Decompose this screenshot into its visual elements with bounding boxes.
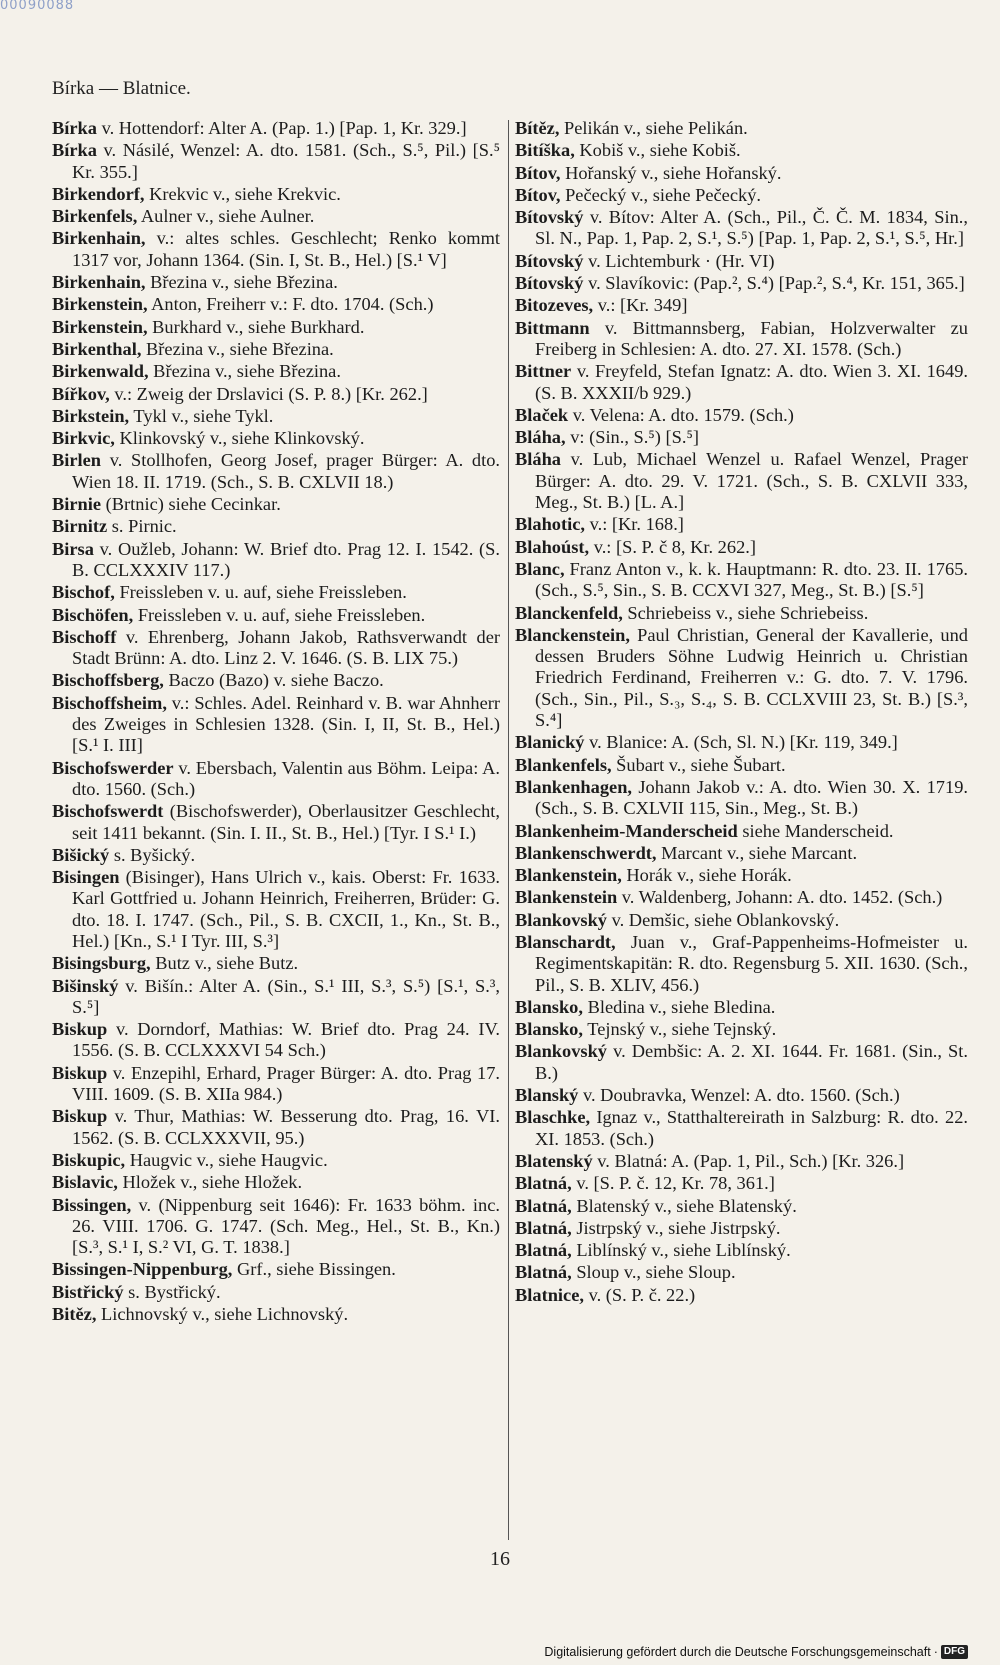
footer-credit: Digitalisierung gefördert durch die Deutsche Forschungsgemeinschaft · DFG [544,1645,968,1659]
dictionary-entry [52,428,500,449]
entry-lemma: Birkenhain, [52,228,146,249]
entry-text: v. Demšic, siehe Oblankovský. [607,909,840,930]
entry-lemma: Bischofswerder [52,757,174,778]
dictionary-entry [515,755,968,776]
dictionary-entry [515,777,968,820]
entry-lemma: Birkenthal, [52,338,142,359]
entry-lemma: Bisingsburg, [52,953,151,974]
right-column [515,118,968,1307]
dictionary-entry [515,910,968,931]
entry-lemma: Birkenwald, [52,361,149,382]
entry-lemma: Bischofswerdt [52,801,164,822]
dictionary-entry [52,1172,500,1193]
entry-lemma: Bířkov, [52,383,110,404]
entry-lemma: Blanschardt, [515,931,616,952]
dictionary-entry [515,887,968,908]
dictionary-entry [515,1240,968,1261]
entry-text: Kobiš v., siehe Kobiš. [574,140,741,161]
entry-lemma: Blahoúst, [515,536,590,557]
entry-text: v. (S. P. č. 22.) [583,1284,696,1305]
entry-text: v.: [S. P. č 8, Kr. 262.] [589,536,756,557]
entry-text: v. Velena: A. dto. 1579. (Sch.) [568,404,794,425]
entry-text: siehe Manderscheid. [737,820,894,841]
entry-text: Liblínský v., siehe Liblínský. [571,1240,791,1261]
entry-text: (Brtnic) siehe Cecinkar. [101,494,281,515]
entry-text: Březina v., siehe Březina. [145,272,338,293]
dictionary-entry [515,1218,968,1239]
entry-lemma: Blansko, [515,996,583,1017]
entry-text: Marcant v., siehe Marcant. [656,842,858,863]
dictionary-entry [515,1041,968,1084]
entry-text: Pečecký v., siehe Pečecký. [560,184,761,205]
entry-text: Freissleben v. u. auf, siehe Freissleben. [114,582,407,603]
entry-text: Butz v., siehe Butz. [150,953,299,974]
dictionary-entry [52,361,500,382]
entry-text: Hložek v., siehe Hložek. [117,1172,303,1193]
entry-text: v.: altes schles. Geschlecht; Renko kommt 1317 vor, Johann 1364. (Sin. I, St. B., Hel.) [S.¹ V] [72,228,500,270]
entry-lemma: Birnie [52,494,102,515]
dictionary-entry [52,1259,500,1280]
entry-text: v. Lichtemburk · (Hr. VI) [583,250,775,271]
entry-text: Franz Anton v., k. k. Hauptmann: R. dto. 23. II. 1765. (Sch., S.⁵, Sin., S. B. CCXVI 327, Meg., St. B.) [S.⁵] [535,558,968,601]
entry-lemma: Blankovský [515,909,607,930]
dictionary-entry [515,1262,968,1283]
entry-lemma: Blatná, [515,1195,572,1216]
entry-lemma: Blaschke, [515,1107,591,1128]
entry-text: Freissleben v. u. auf, siehe Freissleben. [133,604,426,625]
dictionary-entry [52,294,500,315]
dictionary-entry [52,758,500,801]
entry-lemma: Biskupic, [52,1149,126,1170]
entry-lemma: Blatná, [515,1173,572,1194]
entry-lemma: Blanický [515,732,585,753]
entry-lemma: Bišinský [52,975,119,996]
dictionary-entry [515,449,968,513]
dictionary-entry [515,1107,968,1150]
dictionary-entry [52,339,500,360]
dictionary-entry [52,693,500,757]
entry-text: v.: Zweig der Drslavici (S. P. 8.) [Kr. 262.] [109,383,428,404]
entry-lemma: Blatná, [515,1240,572,1261]
dictionary-entry [52,140,500,183]
entry-text: v. Slavíkovic: (Pap.², S.⁴) [Pap.², S.⁴, Kr. 151, 365.] [583,273,965,294]
dictionary-entry [52,539,500,582]
entry-text: v. Bišín.: Alter A. (Sin., S.¹ III, S.³, S.⁵) [S.¹, S.³, S.⁵] [72,975,500,1017]
entry-lemma: Bislavic, [52,1172,118,1193]
entry-text: v. Thur, Mathias: W. Besserung dto. Prag, 16. VI. 1562. (S. B. CCLXXXVII, 95.) [72,1106,500,1148]
entry-lemma: Blanckenstein, [515,624,630,645]
entry-text: Juan v., Graf-Pappenheims-Hofmeister u. Regimentskapitän: R. dto. Regensburg 5. XII. 1630. (Sch., Pil., S. B. XLIV, 456.) [535,931,968,995]
dictionary-entry [52,845,500,866]
entry-text: v. Dembšic: A. 2. XI. 1644. Fr. 1681. (Sin., St. B.) [535,1041,968,1083]
entry-text: v. Stollhofen, Georg Josef, prager Bürger: A. dto. Wien 18. II. 1719. (Sch., S. B. CXLVII 18.) [72,450,500,492]
entry-text: s. Byšický. [109,844,196,865]
entry-text: Blatenský v., siehe Blatenský. [571,1195,797,1216]
entry-lemma: Biskup [52,1106,108,1127]
entry-text: Klinkovský v., siehe Klinkovský. [114,428,365,449]
dictionary-entry [52,801,500,844]
entry-lemma: Blankenhagen, [515,776,633,797]
entry-lemma: Bitíška, [515,140,575,161]
entry-lemma: Bischof, [52,582,115,603]
dfg-logo: DFG [941,1645,968,1659]
entry-text: Tykl v., siehe Tykl. [129,405,274,426]
dictionary-entry [52,582,500,603]
dictionary-entry [515,405,968,426]
entry-text: Hořanský v., siehe Hořanský. [560,162,782,183]
entry-text: v.: [Kr. 349] [593,295,688,316]
entry-lemma: Blankenstein [515,887,618,908]
dictionary-entry [52,494,500,515]
entry-text: v. Blatná: A. (Pap. 1, Pil., Sch.) [Kr. 326.] [592,1150,905,1171]
entry-text: Aulner v., siehe Aulner. [137,206,315,227]
entry-text: v.: [Kr. 168.] [585,514,684,535]
entry-lemma: Biskup [52,1062,108,1083]
entry-lemma: Blankenfels, [515,754,612,775]
entry-text: Jistrpský v., siehe Jistrpský. [571,1217,781,1238]
entry-lemma: Blankenschwerdt, [515,842,657,863]
dictionary-entry [515,427,968,448]
entry-lemma: Bischoffsheim, [52,692,167,713]
entry-text: v. Bítov: Alter A. (Sch., Pil., Č. Č. M. 1834, Sin., Sl. N., Pap. 1, Pap. 2, S.¹, S.⁵) [Pap. 1, Pap. 2, S.¹, S.⁵, Hr.] [535,207,968,249]
entry-text: v. Lub, Michael Wenzel u. Rafael Wenzel, Prager Bürger: A. dto. 29. V. 1721. (Sch., S. B. CXLVII 333, Meg., St. B.) [L. A.] [535,449,968,513]
entry-lemma: Bláha [515,449,561,470]
dictionary-entry [52,605,500,626]
entry-text: v. Dorndorf, Mathias: W. Brief dto. Prag 24. IV. 1556. (S. B. CCLXXXVI 54 Sch.) [72,1019,500,1061]
entry-lemma: Bischoff [52,626,117,647]
dictionary-entry [515,295,968,316]
dictionary-entry [52,1106,500,1149]
entry-lemma: Bistřický [52,1281,124,1302]
dictionary-entry [52,206,500,227]
entry-lemma: Biskup [52,1019,108,1040]
running-head: Bírka — Blatnice. [52,78,191,99]
dictionary-entry [52,1019,500,1062]
entry-lemma: Bischöfen, [52,604,134,625]
entry-text: Baczo (Bazo) v. siehe Baczo. [163,670,384,691]
dictionary-entry [52,953,500,974]
entry-text: Šubart v., siehe Šubart. [611,754,786,775]
entry-lemma: Bischoffsberg, [52,670,164,691]
entry-lemma: Bítov, [515,162,561,183]
dictionary-entry [52,406,500,427]
entry-lemma: Bitozeves, [515,295,594,316]
dictionary-entry [52,272,500,293]
dictionary-entry [515,843,968,864]
dictionary-entry [515,1085,968,1106]
entry-lemma: Bítov, [515,184,561,205]
dictionary-entry [515,732,968,753]
entry-text: v. Ehrenberg, Johann Jakob, Rathsverwandt der Stadt Brünn: A. dto. Linz 2. V. 1646. (S. B. LIX 75.) [72,626,500,669]
entry-text: Tejnský v., siehe Tejnský. [582,1019,777,1040]
dictionary-entry [515,273,968,294]
dictionary-entry [515,140,968,161]
dictionary-entry [52,516,500,537]
entry-text: Krekvic v., siehe Krekvic. [144,183,341,204]
dictionary-entry [52,1282,500,1303]
entry-text: v. Bittmannsberg, Fabian, Holzverwalter zu Freiberg in Schlesien: A. dto. 27. XI. 1578. (Sch.) [535,317,968,359]
dictionary-entry [515,185,968,206]
entry-text: Paul Christian, General der Kavallerie, und dessen Bruders Söhne Ludwig Heinrich u. Christian Friedrich Ferdinand, Freiherren v.: G. dto. 7. V. 1796. (Sch., Sin., Pil., S.₃, S.₄, S. B. CCLXVIII 23, St. B.) [S.³, S.⁴] [535,624,968,731]
entry-lemma: Blankenstein, [515,865,622,886]
entry-lemma: Bittmann [515,317,590,338]
dictionary-entry [52,184,500,205]
entry-lemma: Birlen [52,450,102,471]
entry-text: Anton, Freiherr v.: F. dto. 1704. (Sch.) [147,294,434,315]
entry-lemma: Bítovský [515,273,584,294]
entry-lemma: Blankovský [515,1041,607,1062]
dictionary-entry [515,559,968,602]
entry-lemma: Birkenfels, [52,206,138,227]
dictionary-entry [52,670,500,691]
dictionary-entry [52,627,500,670]
entry-lemma: Blatná, [515,1262,572,1283]
entry-text: Grf., siehe Bissingen. [232,1259,396,1280]
entry-lemma: Blatenský [515,1150,593,1171]
dictionary-entry [515,207,968,250]
dictionary-entry [515,625,968,731]
dictionary-entry [515,163,968,184]
entry-text: Sloup v., siehe Sloup. [571,1262,736,1283]
dictionary-entry [515,1151,968,1172]
entry-text: v. Oužleb, Johann: W. Brief dto. Prag 12. I. 1542. (S. B. CCLXXXIV 117.) [72,538,500,580]
dictionary-entry [515,537,968,558]
entry-text: v. Freyfeld, Stefan Ignatz: A. dto. Wien 3. XI. 1649. (S. B. XXXII/b 929.) [535,361,968,403]
column-divider [508,120,509,1540]
entry-lemma: Blanckenfeld, [515,602,623,623]
entry-text: (Bischofswerder), Oberlausitzer Geschlecht, seit 1411 bekannt. (Sin. I. II., St. B., Hel.) [Tyr. I S.¹ I.) [72,801,500,843]
entry-text: v. (Nippenburg seit 1646): Fr. 1633 böhm. inc. 26. VIII. 1706. G. 1747. (Sch. Meg., Hel., St. B., Kn.) [S.³, S.¹ I, S.² VI, G. T. 1838.] [72,1194,500,1258]
entry-text: v. [S. P. č. 12, Kr. 78, 361.] [571,1173,775,1194]
entry-lemma: Birsa [52,538,94,559]
entry-text: Burkhard v., siehe Burkhard. [147,316,365,337]
entry-text: v. Waldenberg, Johann: A. dto. 1452. (Sch.) [617,887,943,908]
entry-text: v. Doubravka, Wenzel: A. dto. 1560. (Sch.) [578,1085,900,1106]
entry-lemma: Bisingen [52,867,120,888]
dictionary-entry [515,821,968,842]
entry-lemma: Blatná, [515,1217,572,1238]
dictionary-entry [52,450,500,493]
entry-text: v. Enzepihl, Erhard, Prager Bürger: A. dto. Prag 17. VIII. 1609. (S. B. XIIa 984.) [72,1062,500,1105]
entry-lemma: Birkvic, [52,428,115,449]
entry-text: Pelikán v., siehe Pelikán. [559,118,748,138]
dictionary-entry [52,228,500,271]
dictionary-entry [52,1195,500,1259]
entry-lemma: Bítěz, [515,118,560,138]
entry-lemma: Birkenstein, [52,294,148,315]
dictionary-entry [52,976,500,1019]
dictionary-entry [515,603,968,624]
entry-lemma: Bittner [515,361,572,382]
dictionary-entry [52,1063,500,1106]
dictionary-entry [52,384,500,405]
entry-text: Haugvic v., siehe Haugvic. [125,1149,328,1170]
entry-text: s. Bystřický. [123,1281,221,1302]
left-column [52,118,500,1326]
entry-text: Schriebeiss v., siehe Schriebeiss. [622,602,869,623]
dictionary-entry [515,318,968,361]
dictionary-entry [515,865,968,886]
dictionary-entry [52,118,500,139]
entry-lemma: Blatnice, [515,1284,584,1305]
entry-lemma: Birkstein, [52,405,130,426]
entry-lemma: Bítovský [515,250,584,271]
entry-text: Bledina v., siehe Bledina. [582,996,776,1017]
entry-lemma: Blankenheim-Manderscheid [515,820,738,841]
page-number: 16 [490,1548,510,1570]
dictionary-entry [515,932,968,996]
entry-lemma: Birnitz [52,516,108,537]
dictionary-entry [515,997,968,1018]
entry-lemma: Birkenstein, [52,316,148,337]
entry-lemma: Bissingen, [52,1194,132,1215]
entry-text: s. Pirnic. [107,516,177,537]
entry-lemma: Bissingen-Nippenburg, [52,1259,233,1280]
entry-lemma: Bírka [52,140,97,161]
entry-lemma: Blanc, [515,558,565,579]
entry-lemma: Bišický [52,844,110,865]
entry-lemma: Bítovský [515,207,584,228]
entry-text: v.: Schles. Adel. Reinhard v. B. war Ahnherr des Zweiges in Schlesien 1328. (Sin. I, II, St. B., Hel.) [S.¹ I. III] [72,692,500,756]
entry-lemma: Bitěz, [52,1304,97,1325]
entry-text: v. Hottendorf: Alter A. (Pap. 1.) [Pap. 1, Kr. 329.] [96,118,467,138]
entry-lemma: Bláha, [515,427,566,448]
entry-lemma: Bírka [52,118,97,138]
dictionary-entry [515,1285,968,1306]
dictionary-entry [52,1150,500,1171]
footer-text: Digitalisierung gefördert durch die Deutsche Forschungsgemeinschaft [544,1645,931,1659]
entry-text: Ignaz v., Statthaltereirath in Salzburg: R. dto. 22. XI. 1853. (Sch.) [535,1107,968,1149]
dictionary-entry [515,251,968,272]
dictionary-entry [515,1019,968,1040]
dictionary-entry [515,1196,968,1217]
entry-text: (Bisinger), Hans Ulrich v., kais. Oberst: Fr. 1633. Karl Gottfried u. Johann Heinrich, Freiherren, Brüder: G. dto. 18. I. 1747. (Sch., Pil., S. B. CXCII, 1., Kn., St. B., Hel.) [Kn., S.¹ I Tyr. III, S.³] [72,867,500,951]
entry-text: Březina v., siehe Březina. [141,338,334,359]
dictionary-entry [515,1173,968,1194]
entry-lemma: Birkenhain, [52,272,146,293]
entry-text: Lichnovský v., siehe Lichnovský. [96,1304,349,1325]
entry-text: v. Násilé, Wenzel: A. dto. 1581. (Sch., S.⁵, Pil.) [S.⁵ Kr. 355.] [72,140,500,182]
entry-lemma: Blahotic, [515,514,585,535]
top-clipped-stamp: 00090088 [0,0,75,13]
dictionary-entry [52,867,500,952]
entry-text: Johann Jakob v.: A. dto. Wien 30. X. 1719. (Sch., S. B. CXLVII 115, Sin., Meg., St. B.) [535,776,968,819]
entry-text: Horák v., siehe Horák. [621,865,792,886]
dictionary-entry [515,514,968,535]
entry-text: v. Ebersbach, Valentin aus Böhm. Leipa: A. dto. 1560. (Sch.) [72,757,500,799]
entry-lemma: Blansko, [515,1019,583,1040]
dictionary-entry [52,1304,500,1325]
entry-lemma: Birkendorf, [52,183,145,204]
entry-lemma: Blanský [515,1085,579,1106]
entry-text: v: (Sin., S.⁵) [S.⁵] [565,427,699,448]
entry-text: v. Blanice: A. (Sch, Sl. N.) [Kr. 119, 349.] [584,732,898,753]
entry-lemma: Blaček [515,404,569,425]
entry-text: Březina v., siehe Březina. [148,361,341,382]
dictionary-entry [515,361,968,404]
dictionary-entry [515,118,968,139]
dictionary-entry [52,317,500,338]
